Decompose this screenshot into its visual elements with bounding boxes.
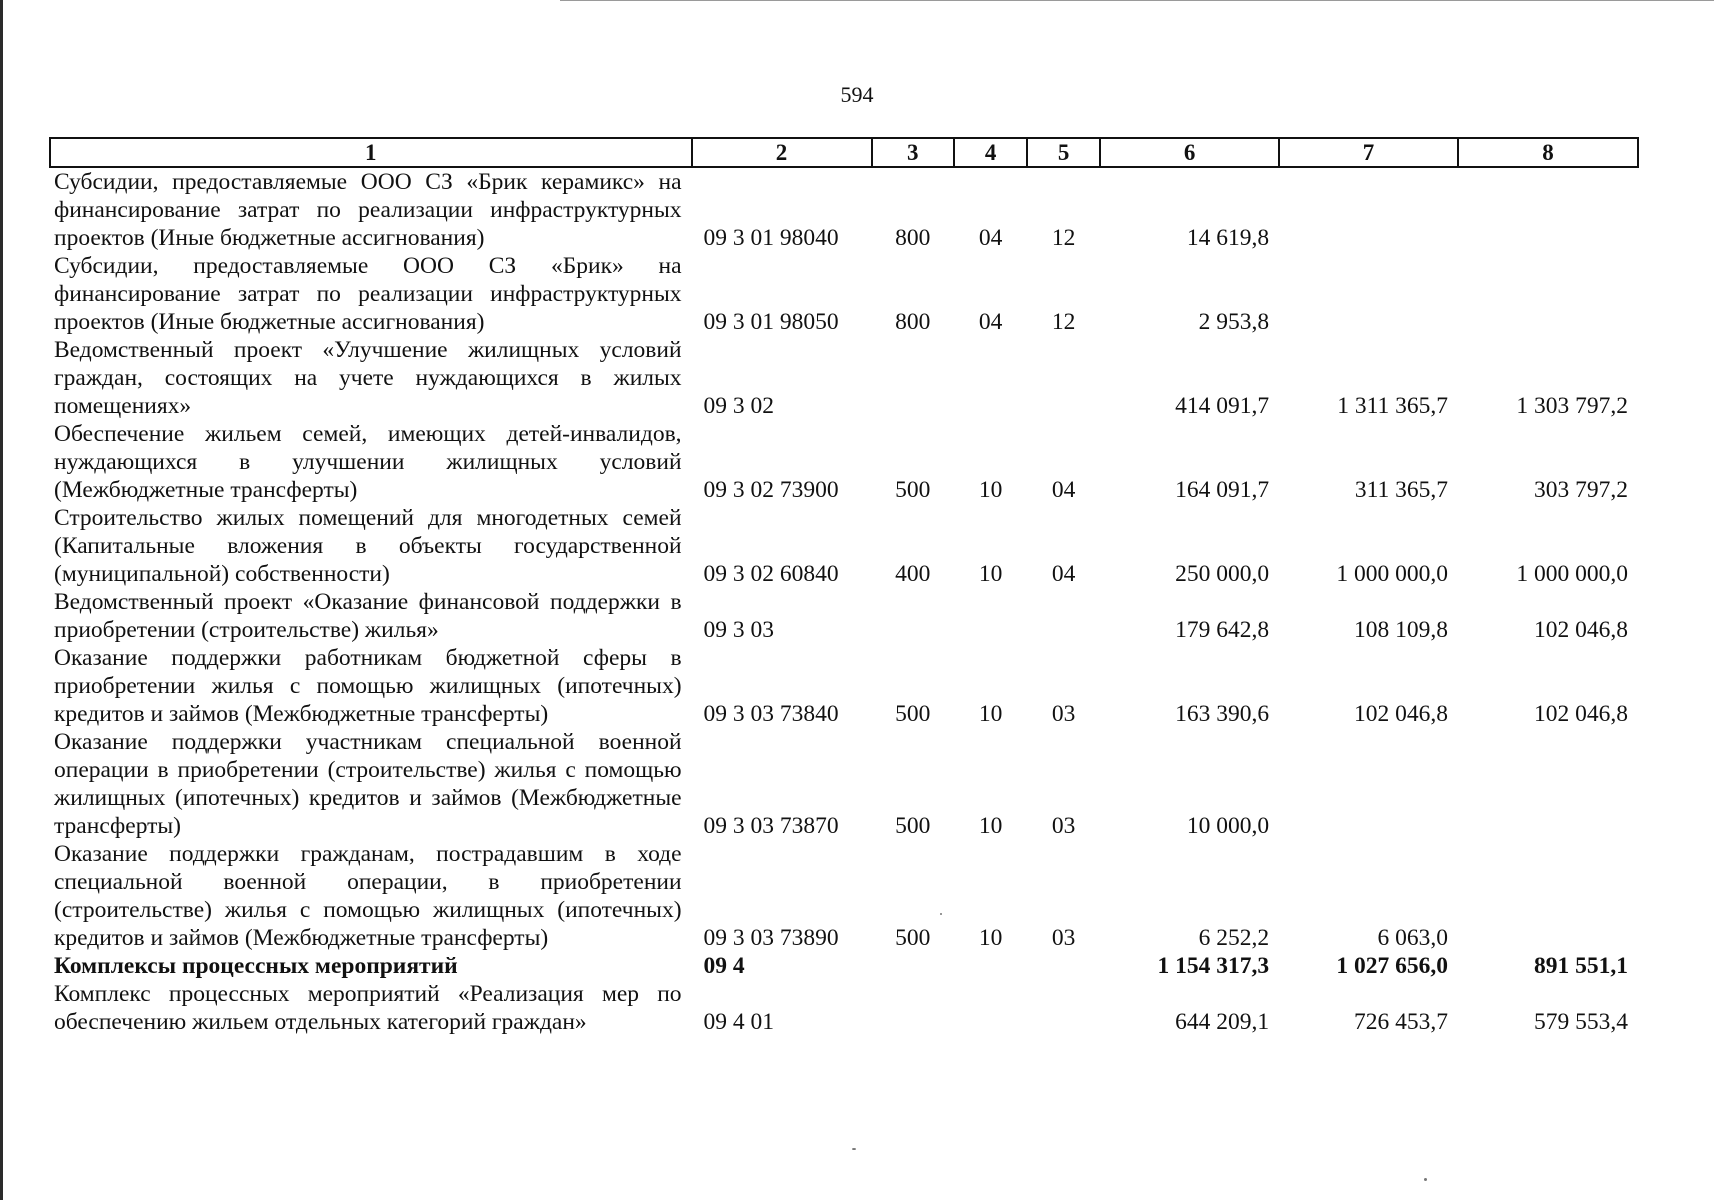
row-amount-col-6: 179 642,8 bbox=[1175, 617, 1270, 643]
table-body bbox=[50, 167, 1638, 1036]
row-amount-col-8 bbox=[1458, 728, 1638, 840]
row-section: 04 bbox=[978, 309, 1003, 335]
row-amount-col-8 bbox=[1458, 252, 1638, 336]
row-amount-col-7 bbox=[1279, 167, 1458, 252]
row-amount-col-6: 14 619,8 bbox=[1186, 225, 1270, 251]
row-amount-col-6: 164 091,7 bbox=[1175, 477, 1270, 503]
table-header-row bbox=[50, 138, 1638, 167]
row-expense-type: 500 bbox=[895, 701, 931, 727]
table-row bbox=[50, 980, 1638, 1036]
row-section bbox=[954, 980, 1027, 1036]
row-amount-col-7: 102 046,8 bbox=[1353, 701, 1448, 727]
table-row bbox=[50, 336, 1638, 420]
header-col-6: 6 bbox=[1100, 138, 1279, 167]
row-section bbox=[954, 588, 1027, 644]
header-col-7: 7 bbox=[1279, 138, 1458, 167]
row-subsection: 03 bbox=[1051, 701, 1076, 727]
row-amount-col-7: 1 311 365,7 bbox=[1337, 393, 1448, 419]
scan-left-edge bbox=[0, 0, 3, 1200]
header-col-8: 8 bbox=[1458, 138, 1638, 167]
row-amount-col-7: 726 453,7 bbox=[1353, 1009, 1448, 1035]
row-name: Комплекс процессных мероприятий «Реализация мер по обеспечению жильем отдельных категорий граждан» bbox=[54, 981, 682, 1035]
table-row bbox=[50, 952, 1638, 980]
row-target-article: 09 3 01 98050 bbox=[703, 309, 839, 335]
table-row bbox=[50, 504, 1638, 588]
table-row bbox=[50, 588, 1638, 644]
row-amount-col-8: 579 553,4 bbox=[1534, 1009, 1628, 1035]
row-expense-type: 500 bbox=[895, 477, 931, 503]
row-section: 10 bbox=[978, 701, 1003, 727]
scan-speck bbox=[852, 1148, 856, 1150]
row-amount-col-8 bbox=[1458, 840, 1638, 952]
row-target-article: 09 4 bbox=[703, 953, 745, 979]
row-target-article: 09 3 02 60840 bbox=[703, 561, 839, 587]
row-name: Оказание поддержки работникам бюджетной сферы в приобретении жилья с помощью жилищных (ипотечных) кредитов и займов (Межбюджетные трансферты) bbox=[54, 645, 682, 727]
table-row bbox=[50, 252, 1638, 336]
row-amount-col-6: 1 154 317,3 bbox=[1157, 953, 1270, 979]
row-section: 10 bbox=[978, 561, 1003, 587]
row-target-article: 09 4 01 bbox=[703, 1009, 775, 1035]
row-target-article: 09 3 03 73870 bbox=[703, 813, 839, 839]
row-subsection: 04 bbox=[1051, 561, 1076, 587]
header-col-5: 5 bbox=[1027, 138, 1100, 167]
row-subsection: 03 bbox=[1051, 925, 1076, 951]
row-target-article: 09 3 03 73840 bbox=[703, 701, 839, 727]
budget-table bbox=[49, 137, 1639, 1036]
row-amount-col-7: 1 000 000,0 bbox=[1336, 561, 1448, 587]
row-expense-type: 400 bbox=[895, 561, 931, 587]
header-col-2: 2 bbox=[692, 138, 872, 167]
header-col-1: 1 bbox=[50, 138, 692, 167]
row-amount-col-7: 108 109,8 bbox=[1353, 617, 1448, 643]
row-target-article: 09 3 01 98040 bbox=[703, 225, 839, 251]
row-subsection: 03 bbox=[1051, 813, 1076, 839]
row-amount-col-8: 303 797,2 bbox=[1534, 477, 1628, 503]
row-subsection bbox=[1027, 980, 1100, 1036]
row-amount-col-7 bbox=[1279, 728, 1458, 840]
row-amount-col-6: 10 000,0 bbox=[1186, 813, 1270, 839]
header-col-4: 4 bbox=[954, 138, 1027, 167]
row-amount-col-7: 311 365,7 bbox=[1354, 477, 1448, 503]
page-number: 594 bbox=[840, 82, 874, 107]
row-amount-col-8: 891 551,1 bbox=[1534, 953, 1628, 979]
row-name: Субсидии, предоставляемые ООО СЗ «Брик керамикс» на финансирование затрат по реализации инфраструктурных проектов (Иные бюджетные ассигнования) bbox=[54, 169, 682, 251]
row-amount-col-8: 1 000 000,0 bbox=[1516, 561, 1628, 587]
row-subsection bbox=[1027, 588, 1100, 644]
row-target-article: 09 3 03 73890 bbox=[703, 925, 839, 951]
row-section: 10 bbox=[978, 477, 1003, 503]
row-amount-col-7: 1 027 656,0 bbox=[1336, 953, 1448, 979]
row-name: Субсидии, предоставляемые ООО СЗ «Брик» на финансирование затрат по реализации инфраструктурных проектов (Иные бюджетные ассигнования) bbox=[54, 253, 682, 335]
table-row bbox=[50, 167, 1638, 252]
row-name: Строительство жилых помещений для многодетных семей (Капитальные вложения в объекты государственной (муниципальной) собственности) bbox=[54, 505, 682, 587]
row-amount-col-6: 414 091,7 bbox=[1175, 393, 1270, 419]
row-name: Ведомственный проект «Оказание финансовой поддержки в приобретении (строительстве) жилья» bbox=[54, 589, 682, 643]
header-col-3: 3 bbox=[872, 138, 955, 167]
row-amount-col-6: 6 252,2 bbox=[1198, 925, 1270, 951]
row-amount-col-8: 102 046,8 bbox=[1534, 617, 1628, 643]
row-expense-type bbox=[872, 980, 955, 1036]
row-amount-col-8: 102 046,8 bbox=[1534, 701, 1628, 727]
scan-speck bbox=[1424, 1178, 1427, 1181]
row-amount-col-6: 250 000,0 bbox=[1175, 561, 1270, 587]
row-name: Оказание поддержки гражданам, пострадавшим в ходе специальной военной операции, в приобретении (строительстве) жилья с помощью жилищных (ипотечных) кредитов и займов (Межбюджетные трансферты) bbox=[54, 841, 682, 951]
row-section: 04 bbox=[978, 225, 1003, 251]
row-expense-type bbox=[872, 952, 955, 980]
row-section: 10 bbox=[978, 925, 1003, 951]
row-amount-col-8: 1 303 797,2 bbox=[1516, 393, 1628, 419]
table-row bbox=[50, 644, 1638, 728]
scan-top-edge bbox=[560, 0, 1714, 1]
table-row bbox=[50, 840, 1638, 952]
row-expense-type: 800 bbox=[895, 225, 931, 251]
row-expense-type bbox=[872, 588, 955, 644]
row-expense-type: 500 bbox=[895, 925, 931, 951]
row-section bbox=[954, 952, 1027, 980]
row-amount-col-8 bbox=[1458, 167, 1638, 252]
row-amount-col-6: 644 209,1 bbox=[1175, 1009, 1270, 1035]
row-target-article: 09 3 03 bbox=[703, 617, 775, 643]
table-row bbox=[50, 728, 1638, 840]
row-expense-type bbox=[872, 336, 955, 420]
row-amount-col-7 bbox=[1279, 252, 1458, 336]
row-amount-col-6: 163 390,6 bbox=[1175, 701, 1270, 727]
row-subsection bbox=[1027, 336, 1100, 420]
row-name: Ведомственный проект «Улучшение жилищных условий граждан, состоящих на учете нуждающихся в жилых помещениях» bbox=[54, 337, 682, 419]
row-amount-col-7: 6 063,0 bbox=[1377, 925, 1448, 951]
row-subsection bbox=[1027, 952, 1100, 980]
row-expense-type: 500 bbox=[895, 813, 931, 839]
row-amount-col-6: 2 953,8 bbox=[1198, 309, 1270, 335]
row-section: 10 bbox=[978, 813, 1003, 839]
table-row bbox=[50, 420, 1638, 504]
row-expense-type: 800 bbox=[895, 309, 931, 335]
row-subsection: 12 bbox=[1051, 225, 1076, 251]
row-name: Оказание поддержки участникам специальной военной операции в приобретении (строительстве) жилья с помощью жилищных (ипотечных) кредитов и займов (Межбюджетные трансферты) bbox=[54, 729, 682, 839]
scan-speck bbox=[940, 913, 942, 915]
row-name: Комплексы процессных мероприятий bbox=[54, 953, 458, 979]
row-subsection: 12 bbox=[1051, 309, 1076, 335]
row-section bbox=[954, 336, 1027, 420]
row-target-article: 09 3 02 73900 bbox=[703, 477, 839, 503]
row-name: Обеспечение жильем семей, имеющих детей-инвалидов, нуждающихся в улучшении жилищных условий (Межбюджетные трансферты) bbox=[54, 421, 682, 503]
row-subsection: 04 bbox=[1051, 477, 1076, 503]
row-target-article: 09 3 02 bbox=[703, 393, 775, 419]
